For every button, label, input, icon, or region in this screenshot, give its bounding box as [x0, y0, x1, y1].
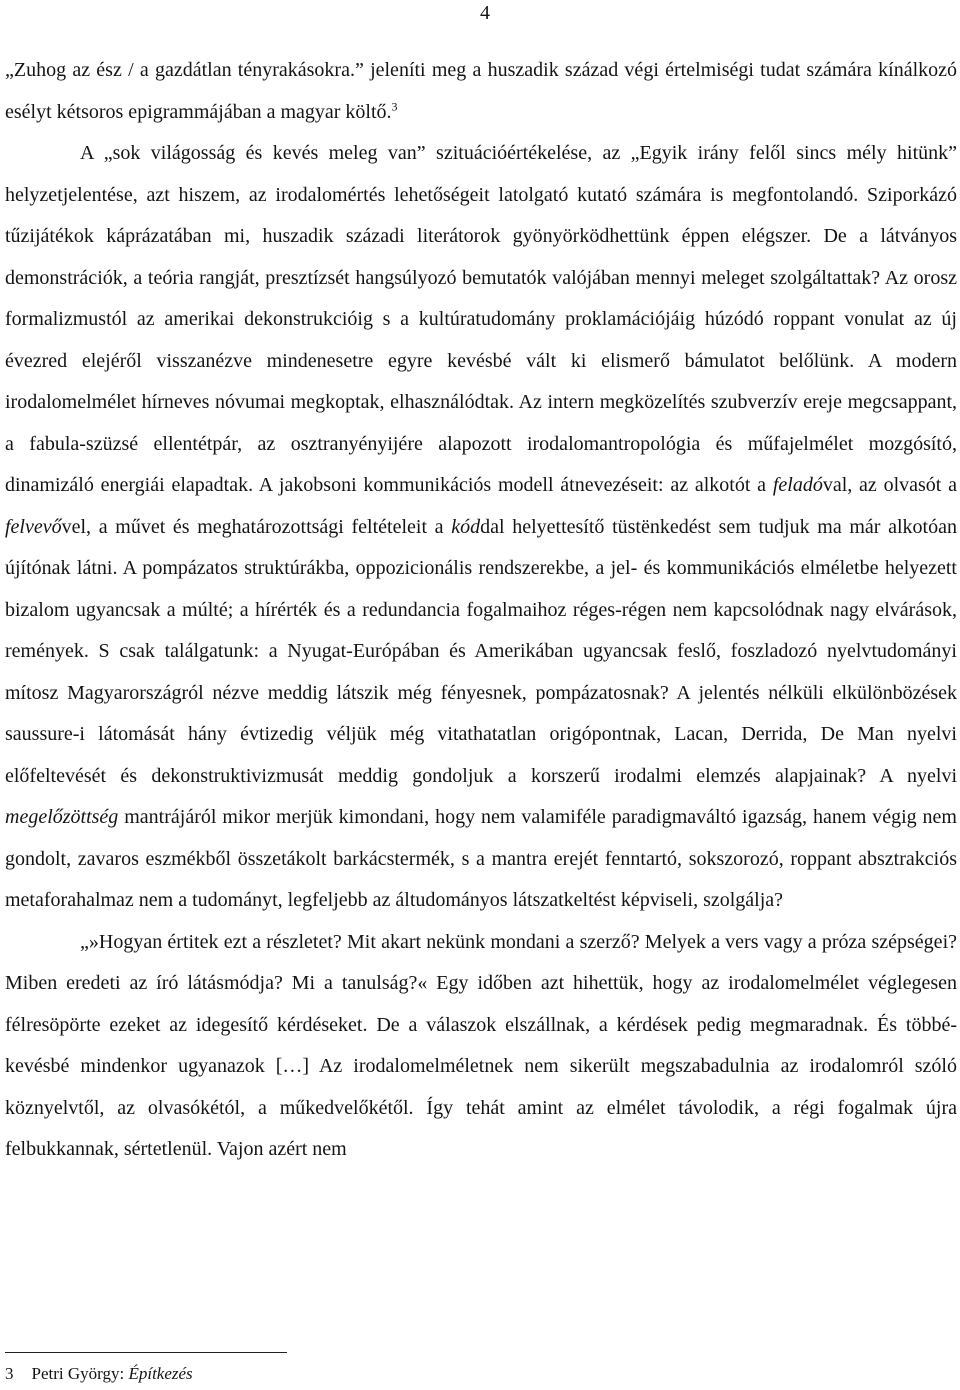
footnote-divider: [5, 1352, 287, 1353]
paragraph-text: „Zuhog az ész / a gazdátlan tényrakásokra.” jeleníti meg a huszadik század végi értelmiségi tudat számára kínálkozó esélyt kétsoros epigrammájában a magyar költő.: [5, 59, 957, 123]
body-paragraph: [5, 50, 957, 133]
page-body: [5, 50, 957, 1171]
body-paragraph: [5, 922, 957, 1171]
footnote-reference: 3: [391, 98, 398, 113]
emphasized-term: megelőzöttség: [5, 806, 119, 828]
body-paragraph: [5, 133, 957, 922]
paragraph-text: mantrájáról mikor merjük kimondani, hogy nem valamiféle paradigmaváltó igazság, hanem végig nem gondolt, zavaros eszmékből összetákolt barkácstermék, s a mantra erejét fenntartó, sokszorozó, roppant absztrakciós metaforahalmaz nem a tudományt, legfeljebb az áltudományos látszatkeltést képviseli, szolgálja?: [5, 806, 957, 911]
paragraph-text: „»Hogyan értitek ezt a részletet? Mit akart nekünk mondani a szerző? Melyek a vers vagy a próza szépségei? Miben eredeti az író látásmódja? Mi a tanulság?« Egy időben azt hihettük, hogy az irodalomelmélet véglegesen félresöpörte ezeket az idegesítő kérdéseket. De a válaszok elszállnak, a kérdések pedig megmaradnak. És többé-kevésbé mindenkor ugyanazok […] Az irodalomelméletnek nem sikerült megszabadulnia az irodalomról szóló köznyelvtől, az olvasókétól, a műkedvelőkétől. Így tehát amint az elmélet távolodik, a régi fogalmak újra felbukkannak, sértetlenül. Vajon azért nem: [5, 930, 957, 1160]
paragraph-text: val, az olvasót a: [822, 474, 957, 496]
paragraph-text: vel, a művet és meghatározottsági feltételeit a: [61, 515, 452, 538]
paragraph-text: A „sok világosság és kevés meleg van” szituációértékelése, az „Egyik irány felől sincs mély hitünk” helyzetjelentése, azt hiszem, az irodalomértés lehetőségeit latolgató kutató számára is megfontolandó. Sziporkázó tűzijátékok káprázatában mi, huszadik századi literátorok gyönyörködhettünk éppen elégszer. De a látványos demonstrációk, a teória rangját, presztízsét hangsúlyozó bemutatók valójában mennyi meleget szolgáltattak? Az orosz formalizmustól az amerikai dekonstrukcióig s a kultúratudomány proklamációjáig húzódó roppant vonulat az új évezred elejéről visszanézve mindenesetre egyre kevésbé vált ki elismerő bámulatot belőlünk. A modern irodalomelmélet hírneves nóvumai megkoptak, elhasználódtak. Az intern megközelítés szubverzív ereje megcsappant, a fabula-szüzsé ellentétpár, az osztranyényijére alapozott irodalomantropológia és műfajelmélet mozgósító, dinamizáló energiái elapadtak. A jakobsoni kommunikációs modell átnevezéseit: az alkotót a: [5, 142, 957, 496]
paragraph-text: dal helyettesítő tüstënkedést sem tudjuk ma már alkotóan újítónak látni. A pompázatos struktúrákba, oppozicionális rendszerekbe, a jel- és kommunikációs elméletbe helyezett bizalom ugyancsak a múlté; a hírérték és a redundancia fogalmaihoz réges-régen nem kapcsolódnak nagy elvárások, remények. S csak találgatunk: a Nyugat-Európában és Amerikában ugyancsak feslő, foszladozó nyelvtudományi mítosz Magyarországról nézve meddig látszik még fényesnek, pompázatosnak? A jelentés nélküli elkülönbözések saussure-i látomását hány évtizedig véljük még vitathatatlan origópontnak, Lacan, Derrida, De Man nyelvi előfeltevését és dekonstruktivizmusát meddig gondoljuk a korszerű irodalmi elemzés alapjainak? A nyelvi: [5, 515, 957, 787]
emphasized-term: feladó: [772, 474, 823, 496]
footnote-author: Petri György:: [31, 1364, 129, 1383]
emphasized-term: felvevő: [5, 515, 62, 538]
footnote-title: Építkezés: [128, 1364, 193, 1383]
footnote: [5, 1364, 193, 1384]
page-number: 4: [480, 2, 490, 24]
footnote-number: 3: [5, 1364, 14, 1383]
emphasized-term: kód: [451, 515, 481, 538]
